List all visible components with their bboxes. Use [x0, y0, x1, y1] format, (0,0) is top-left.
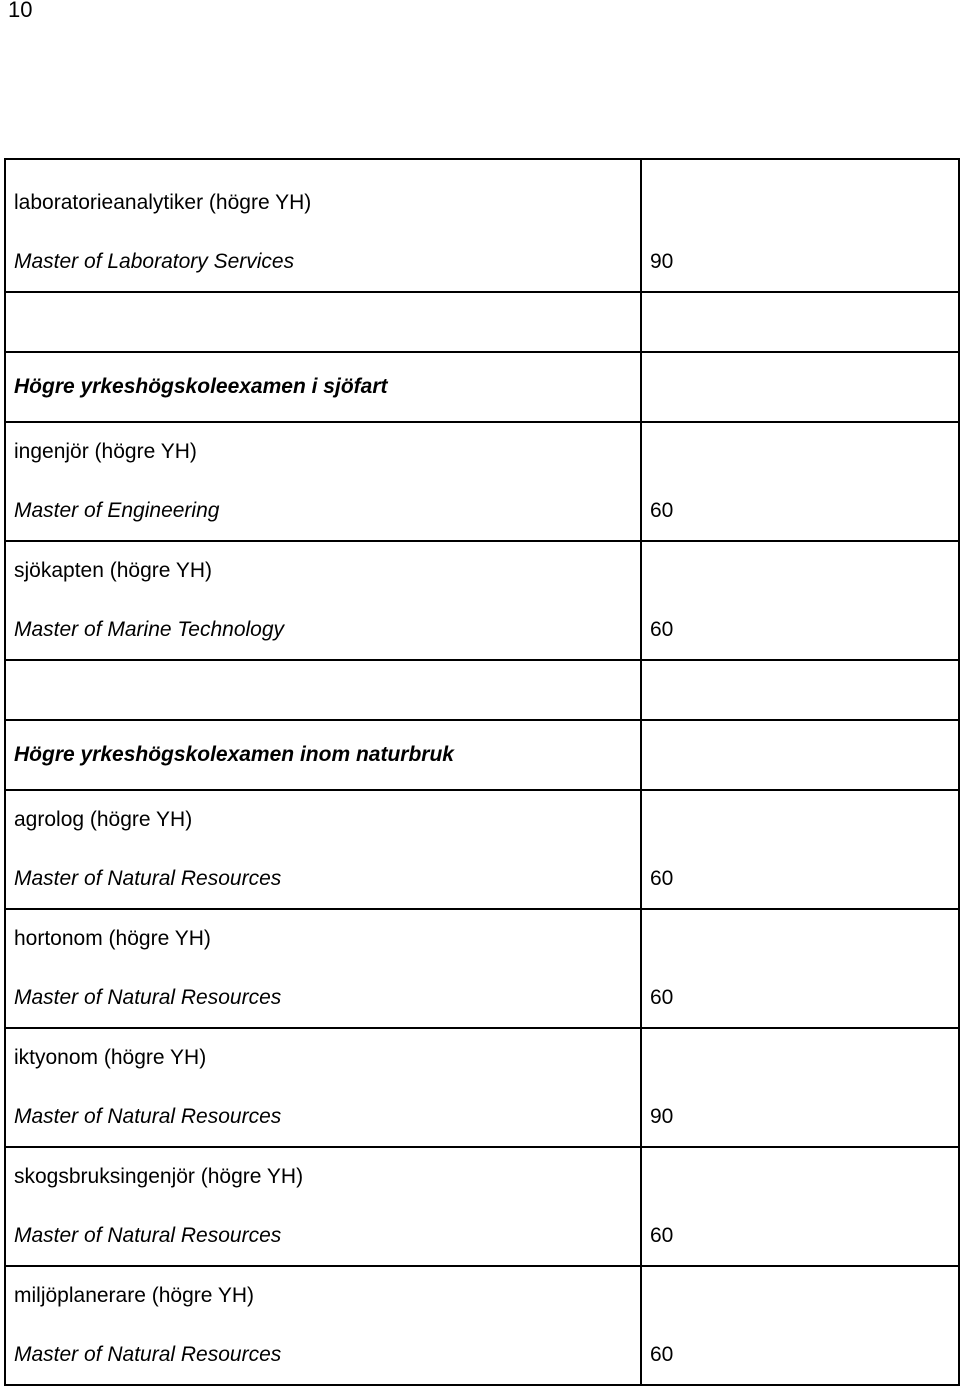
credits-value: 60: [650, 617, 674, 641]
credits-value: 60: [650, 1223, 674, 1247]
section-heading: Högre yrkeshögskoleexamen i sjöfart: [14, 375, 388, 398]
section-heading-row: [5, 352, 959, 422]
degree-cell: [5, 1266, 641, 1385]
degree-cell: [5, 790, 641, 909]
degree-cell: [5, 1147, 641, 1266]
credits-cell: [641, 790, 959, 909]
credits-cell: [641, 422, 959, 541]
credits-value: 90: [650, 249, 674, 273]
degree-title: ingenjör (högre YH): [14, 440, 197, 463]
empty-cell: [5, 660, 641, 720]
empty-cell: [641, 660, 959, 720]
credits-cell: [641, 909, 959, 1028]
spacer-row: [5, 292, 959, 352]
credits-value: 60: [650, 866, 674, 890]
degree-title: laboratorieanalytiker (högre YH): [14, 191, 312, 214]
credits-value: 90: [650, 1104, 674, 1128]
credits-value: 60: [650, 1342, 674, 1366]
credits-cell: [641, 1028, 959, 1147]
table-row: [5, 159, 959, 292]
table-row: [5, 422, 959, 541]
table-row: [5, 1266, 959, 1385]
table-row: [5, 909, 959, 1028]
page-number: 10: [8, 0, 33, 22]
credits-cell: [641, 541, 959, 660]
table-row: [5, 1147, 959, 1266]
empty-cell: [5, 292, 641, 352]
degree-table: [4, 158, 960, 1386]
degree-title: hortonom (högre YH): [14, 927, 211, 950]
degree-english-title: Master of Natural Resources: [14, 1104, 282, 1128]
degree-cell: [5, 909, 641, 1028]
degree-english-title: Master of Natural Resources: [14, 985, 282, 1009]
empty-cell: [641, 720, 959, 790]
section-heading-cell: [5, 352, 641, 422]
degree-english-title: Master of Natural Resources: [14, 1223, 282, 1247]
degree-english-title: Master of Marine Technology: [14, 617, 285, 641]
credits-value: 60: [650, 498, 674, 522]
section-heading-cell: [5, 720, 641, 790]
degree-title: miljöplanerare (högre YH): [14, 1284, 255, 1307]
credits-cell: [641, 1266, 959, 1385]
section-heading: Högre yrkeshögskolexamen inom naturbruk: [14, 743, 454, 766]
degree-cell: [5, 159, 641, 292]
degree-title: skogsbruksingenjör (högre YH): [14, 1165, 304, 1188]
degree-english-title: Master of Natural Resources: [14, 866, 282, 890]
degree-cell: [5, 541, 641, 660]
credits-value: 60: [650, 985, 674, 1009]
table-row: [5, 1028, 959, 1147]
empty-cell: [641, 292, 959, 352]
degree-cell: [5, 422, 641, 541]
degree-title: iktyonom (högre YH): [14, 1046, 207, 1069]
degree-cell: [5, 1028, 641, 1147]
degree-english-title: Master of Laboratory Services: [14, 249, 295, 273]
table-row: [5, 541, 959, 660]
degree-english-title: Master of Engineering: [14, 498, 220, 522]
degree-english-title: Master of Natural Resources: [14, 1342, 282, 1366]
table-row: [5, 790, 959, 909]
degree-title: sjökapten (högre YH): [14, 559, 213, 582]
degree-title: agrolog (högre YH): [14, 808, 193, 831]
empty-cell: [641, 352, 959, 422]
spacer-row: [5, 660, 959, 720]
section-heading-row: [5, 720, 959, 790]
credits-cell: [641, 1147, 959, 1266]
credits-cell: [641, 159, 959, 292]
